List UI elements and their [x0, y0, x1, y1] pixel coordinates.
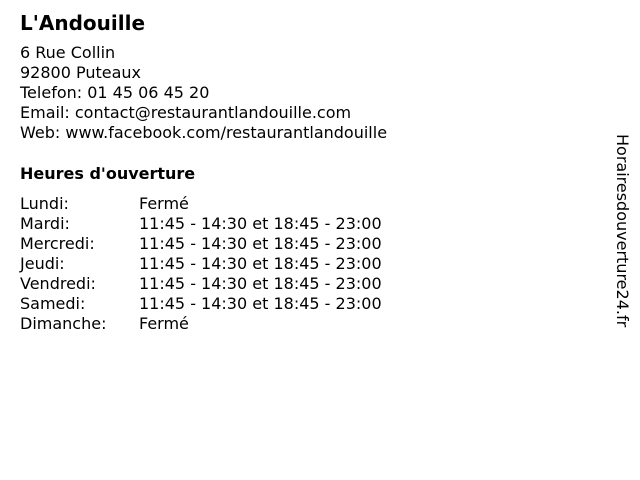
opening-hours-table: [20, 194, 600, 334]
site-watermark: [608, 134, 636, 344]
email-line: Email: contact@restaurantlandouille.com: [20, 103, 352, 122]
hours-row-mercredi: [20, 234, 600, 254]
hours-value: 11:45 - 14:30 et 18:45 - 23:00: [139, 234, 382, 253]
address-city: 92800 Puteaux: [20, 63, 142, 82]
hours-value: 11:45 - 14:30 et 18:45 - 23:00: [139, 254, 382, 273]
hours-value: Fermé: [139, 314, 189, 333]
hours-value: Fermé: [139, 194, 189, 213]
hours-row-samedi: [20, 294, 600, 314]
day-label: Samedi:: [20, 294, 86, 313]
hours-row-dimanche: [20, 314, 600, 334]
opening-hours-title: Heures d'ouverture: [20, 164, 196, 183]
hours-row-vendredi: [20, 274, 600, 294]
web-line: Web: www.facebook.com/restaurantlandouille: [20, 123, 388, 142]
hours-row-jeudi: [20, 254, 600, 274]
day-label: Lundi:: [20, 194, 69, 213]
site-watermark-text: Horairesdouverture24.fr: [613, 134, 632, 328]
phone-line: Telefon: 01 45 06 45 20: [20, 83, 210, 102]
business-name: L'Andouille: [20, 11, 146, 35]
hours-value: 11:45 - 14:30 et 18:45 - 23:00: [139, 274, 382, 293]
day-label: Mercredi:: [20, 234, 95, 253]
business-card: [20, 9, 600, 334]
hours-value: 11:45 - 14:30 et 18:45 - 23:00: [139, 214, 382, 233]
hours-row-mardi: [20, 214, 600, 234]
address-street: 6 Rue Collin: [20, 43, 116, 62]
hours-row-lundi: [20, 194, 600, 214]
day-label: Dimanche:: [20, 314, 107, 333]
hours-value: 11:45 - 14:30 et 18:45 - 23:00: [139, 294, 382, 313]
day-label: Jeudi:: [20, 254, 65, 273]
day-label: Vendredi:: [20, 274, 96, 293]
day-label: Mardi:: [20, 214, 70, 233]
